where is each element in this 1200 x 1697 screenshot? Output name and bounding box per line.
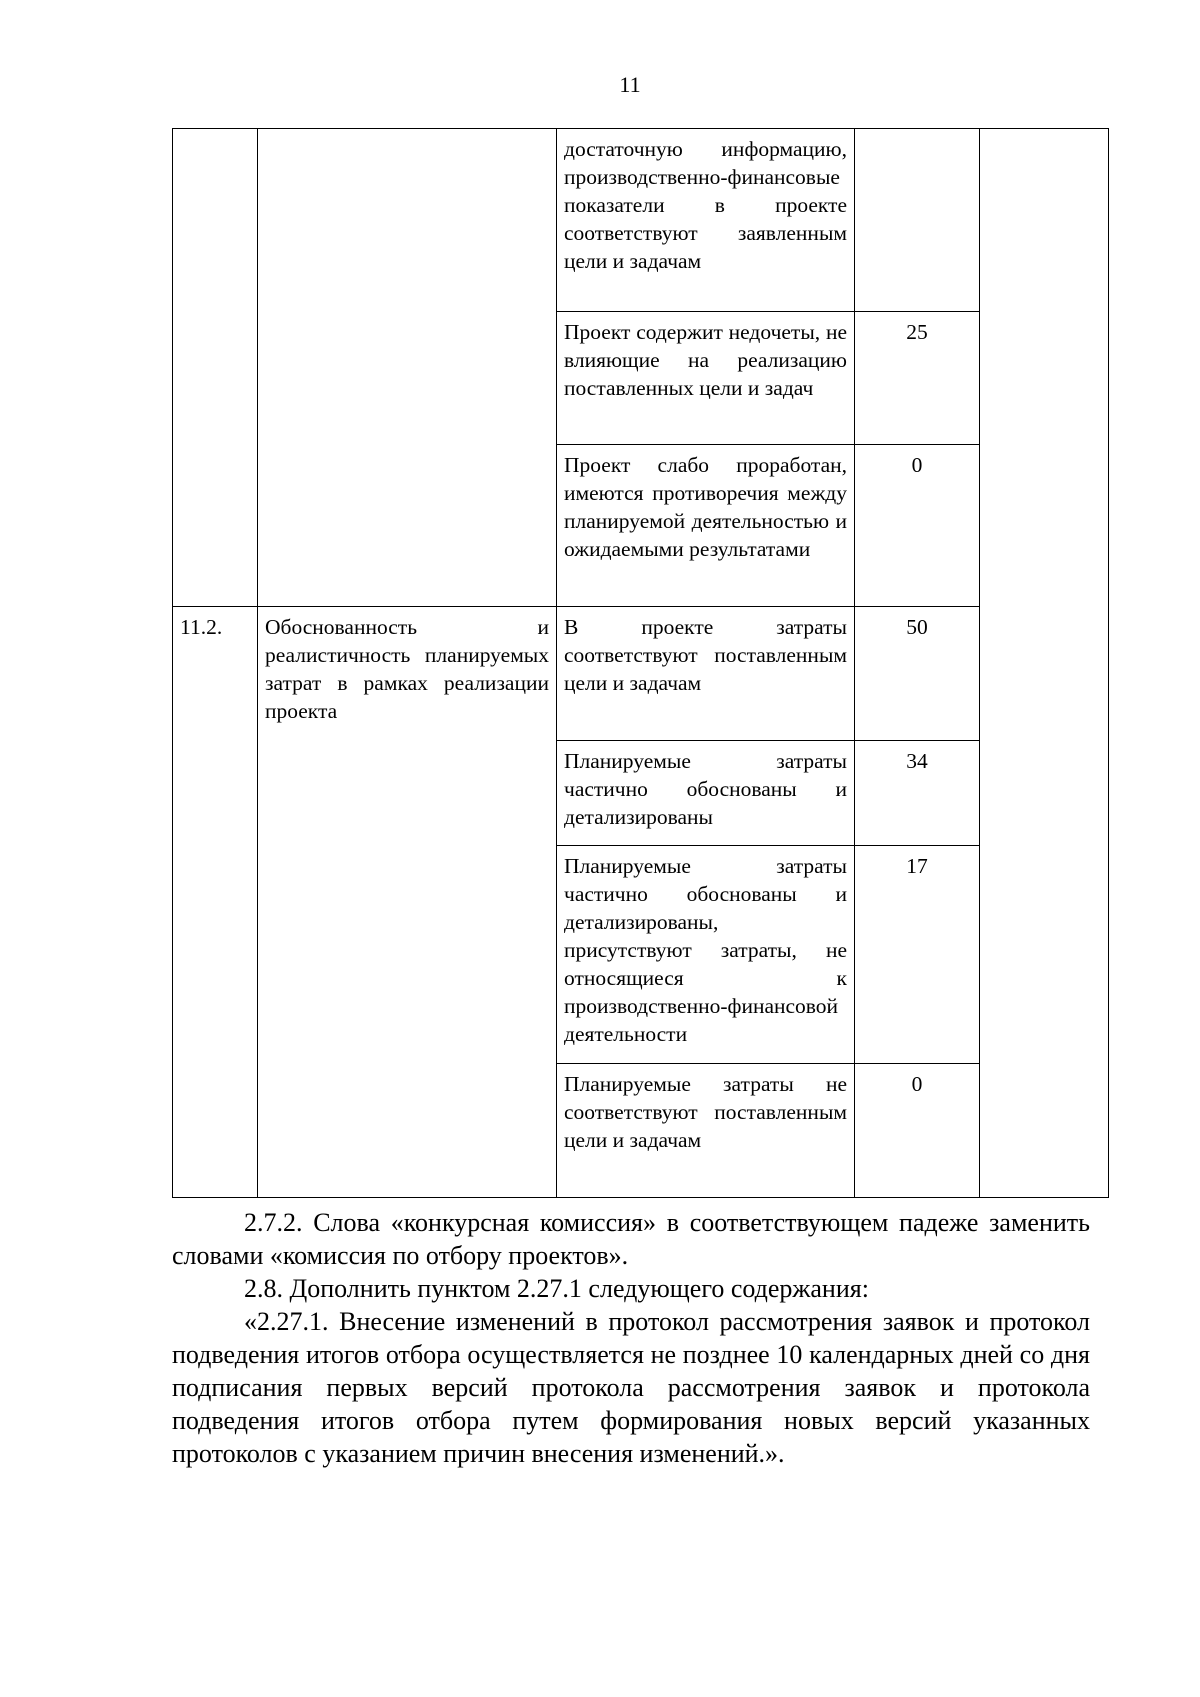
- paragraph-2-8: 2.8. Дополнить пунктом 2.27.1 следующего содержания:: [244, 1274, 869, 1303]
- score-cell: 0: [855, 1064, 980, 1198]
- score-cell: 50: [855, 607, 980, 741]
- assessment-text: В проекте затраты соответствуют поставленным цели и задачам: [557, 607, 855, 741]
- paragraph-2-7-2: 2.7.2. Слова «конкурсная комиссия» в соответствующем падеже заменить словами «комиссия по отбору проектов».: [172, 1208, 1090, 1270]
- assessment-text: достаточную информацию, производственно-финансовые показатели в проекте соответствуют заявленным цели и задачам: [557, 129, 855, 312]
- score-cell: [855, 129, 980, 312]
- page-number: 11: [619, 72, 641, 97]
- assessment-text: Проект содержит недочеты, не влияющие на реализацию поставленных цели и задач: [557, 312, 855, 445]
- assessment-text: Планируемые затраты не соответствуют поставленным цели и задачам: [557, 1064, 855, 1198]
- assessment-text: Планируемые затраты частично обоснованы и детализированы, присутствуют затраты, не относящиеся к производственно-финансовой деятельности: [557, 846, 855, 1064]
- score-cell: 0: [855, 445, 980, 607]
- document-body: [172, 1206, 1090, 1470]
- empty-column-cell: [980, 129, 1109, 1198]
- table-row: [173, 607, 1109, 741]
- assessment-text: Проект слабо проработан, имеются противоречия между планируемой деятельностью и ожидаемыми результатами: [557, 445, 855, 607]
- criterion-cell: [258, 129, 557, 607]
- paragraph-2-27-1: «2.27.1. Внесение изменений в протокол рассмотрения заявок и протокол подведения итогов отбора осуществляется не позднее 10 календарных дней со дня подписания первых версий протокола рассмотрения заявок и протокола подведения итогов отбора путем формирования новых версий указанных протоколов с указанием причин внесения изменений.».: [172, 1307, 1090, 1468]
- item-number-cell: 11.2.: [173, 607, 258, 1198]
- criterion-cell: Обоснованность и реалистичность планируемых затрат в рамках реализации проекта: [258, 607, 557, 1198]
- score-cell: 34: [855, 741, 980, 846]
- score-cell: 17: [855, 846, 980, 1064]
- evaluation-criteria-table: [172, 128, 1109, 1198]
- assessment-text: Планируемые затраты частично обоснованы и детализированы: [557, 741, 855, 846]
- table-row: [173, 129, 1109, 312]
- score-cell: 25: [855, 312, 980, 445]
- item-number-cell: [173, 129, 258, 607]
